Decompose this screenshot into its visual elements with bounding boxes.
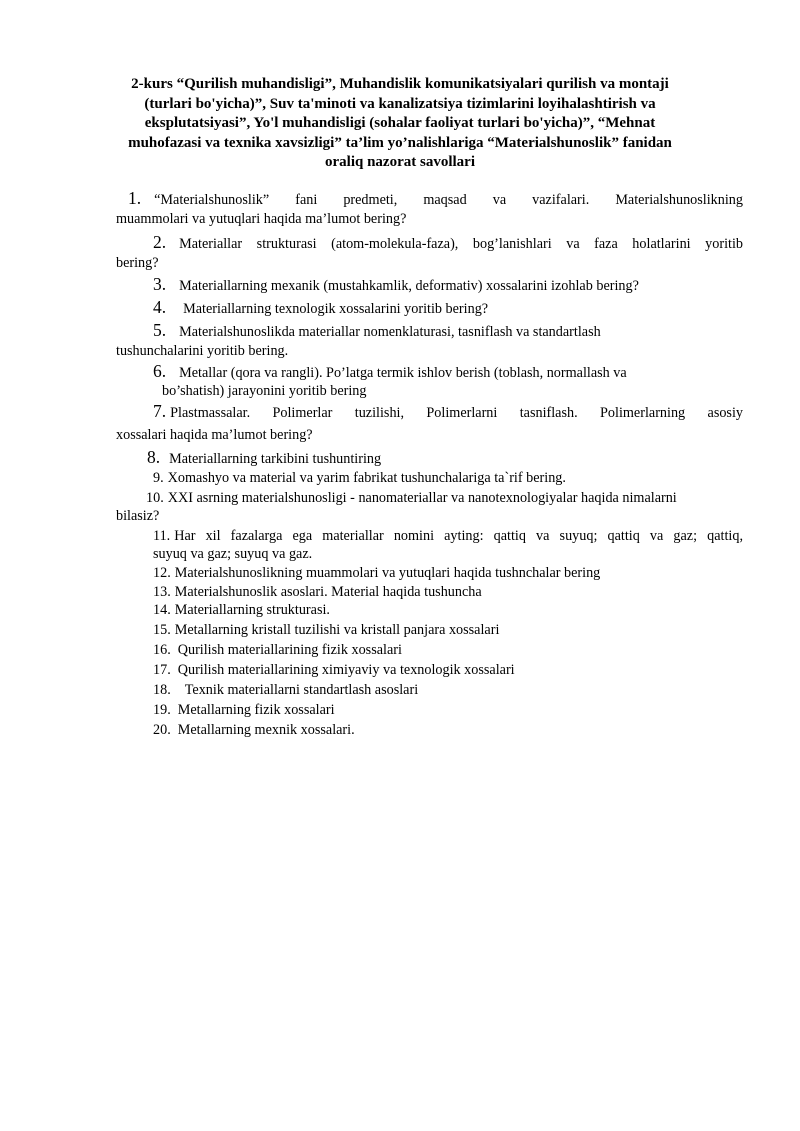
question-number: 4. xyxy=(153,297,167,317)
question-2 xyxy=(153,234,743,253)
question-1 xyxy=(128,190,743,209)
question-text-continued: muammolari va yutuqlari haqida ma’lumot bering? xyxy=(116,211,407,227)
question-text: Metallarning kristall tuzilishi va kristall panjara xossalari xyxy=(174,622,500,638)
question-3 xyxy=(153,276,639,295)
question-text: “Materialshunoslik” fani predmeti, maqsad va vazifalari. Materialshunoslikning xyxy=(154,192,743,208)
question-text: Texnik materiallarni standartlash asoslari xyxy=(184,682,419,698)
question-text-continued: xossalari haqida ma’lumot bering? xyxy=(116,427,313,443)
title-line: oraliq nazorat savollari xyxy=(325,154,475,170)
question-number: 7. xyxy=(153,401,167,421)
question-text: Metallarning fizik xossalari xyxy=(177,702,335,718)
question-4 xyxy=(153,299,488,318)
question-text: Materiallarning tarkibini tushuntiring xyxy=(169,451,382,467)
question-16 xyxy=(153,642,402,659)
question-number: 17. xyxy=(153,662,171,678)
question-number: 13. xyxy=(153,584,171,600)
question-text-continued: suyuq va gaz; suyuq va gaz. xyxy=(153,546,313,562)
question-number: 12. xyxy=(153,565,171,581)
question-18 xyxy=(153,682,418,699)
question-text: Materiallar strukturasi (atom-molekula-faza), bog’lanishlari va faza holatlarini yoritib xyxy=(179,236,743,252)
question-number: 1. xyxy=(128,188,142,208)
question-number: 19. xyxy=(153,702,171,718)
question-text: Qurilish materiallarining ximiyaviy va texnologik xossalari xyxy=(177,662,515,678)
question-text: Materialshunoslikda materiallar nomenklaturasi, tasniflash va standartlash xyxy=(179,324,601,340)
question-15 xyxy=(153,622,499,639)
title-line: muhofazasi va texnika xavsizligi” ta’lim yo’nalishlariga “Materialshunoslik” fanidan xyxy=(128,134,672,151)
question-13 xyxy=(153,584,482,601)
title-line: eksplutatsiyasi”, Yo'l muhandisligi (sohalar faoliyat turlari bo'yicha)”, “Mehnat xyxy=(144,115,656,131)
question-14 xyxy=(153,602,330,619)
question-text: Materiallarning strukturasi. xyxy=(174,602,330,618)
question-text: Materiallarning texnologik xossalarini yoritib bering? xyxy=(183,301,489,317)
question-number: 2. xyxy=(153,232,167,252)
question-number: 5. xyxy=(153,320,167,340)
question-5 xyxy=(153,322,601,341)
document-title xyxy=(120,75,680,173)
question-text: Materialshunoslik asoslari. Material haqida tushuncha xyxy=(174,584,482,600)
question-text: Metallarning mexnik xossalari. xyxy=(177,722,355,738)
question-number: 14. xyxy=(153,602,171,618)
question-text-continued: bilasiz? xyxy=(116,508,160,524)
question-text-continued: bo’shatish) jarayonini yoritib bering xyxy=(162,383,367,399)
question-text: Plastmassalar. Polimerlar tuzilishi, Polimerlarni tasniflash. Polimerlarning asosiy xyxy=(170,405,743,421)
question-text: Materiallarning mexanik (mustahkamlik, deformativ) xossalarini izohlab bering? xyxy=(179,278,639,294)
question-number: 6. xyxy=(153,361,167,381)
question-number: 16. xyxy=(153,642,171,658)
title-line: 2-kurs “Qurilish muhandisligi”, Muhandislik komunikatsiyalari qurilish va montaji xyxy=(131,76,669,92)
question-17 xyxy=(153,662,515,679)
question-number: 9. xyxy=(153,470,164,486)
question-number: 15. xyxy=(153,622,171,638)
question-12 xyxy=(153,565,600,582)
question-text: Har xil fazalarga ega materiallar nomini ayting: qattiq va suyuq; qattiq va gaz; qattiq, xyxy=(174,528,743,544)
question-11 xyxy=(153,528,743,545)
question-number: 10. xyxy=(146,490,164,506)
question-10 xyxy=(146,490,677,507)
title-line: (turlari bo'yicha)”, Suv ta'minoti va kanalizatsiya tizimlarini loyihalashtirish va xyxy=(144,95,656,112)
question-text-continued: bering? xyxy=(116,255,159,271)
question-19 xyxy=(153,702,335,719)
question-number: 20. xyxy=(153,722,171,738)
question-text: Xomashyo va material va yarim fabrikat tushunchalariga ta`rif bering. xyxy=(167,470,566,486)
question-text-continued: tushunchalarini yoritib bering. xyxy=(116,343,289,359)
question-number: 8. xyxy=(147,447,161,467)
question-7 xyxy=(153,403,743,422)
question-text: Qurilish materiallarining fizik xossalari xyxy=(177,642,402,658)
question-8 xyxy=(147,449,381,468)
question-text: Materialshunoslikning muammolari va yutuqlari haqida tushnchalar bering xyxy=(174,565,601,581)
question-number: 3. xyxy=(153,274,167,294)
question-6 xyxy=(153,363,627,382)
question-text: Metallar (qora va rangli). Po’latga termik ishlov berish (toblash, normallash va xyxy=(179,365,627,381)
question-number: 11. xyxy=(153,528,171,544)
question-text: XXI asrning materialshunosligi - nanomateriallar va nanotexnologiyalar haqida nimalarni xyxy=(167,490,677,506)
question-20 xyxy=(153,722,355,739)
question-9 xyxy=(153,470,566,487)
question-number: 18. xyxy=(153,682,171,698)
